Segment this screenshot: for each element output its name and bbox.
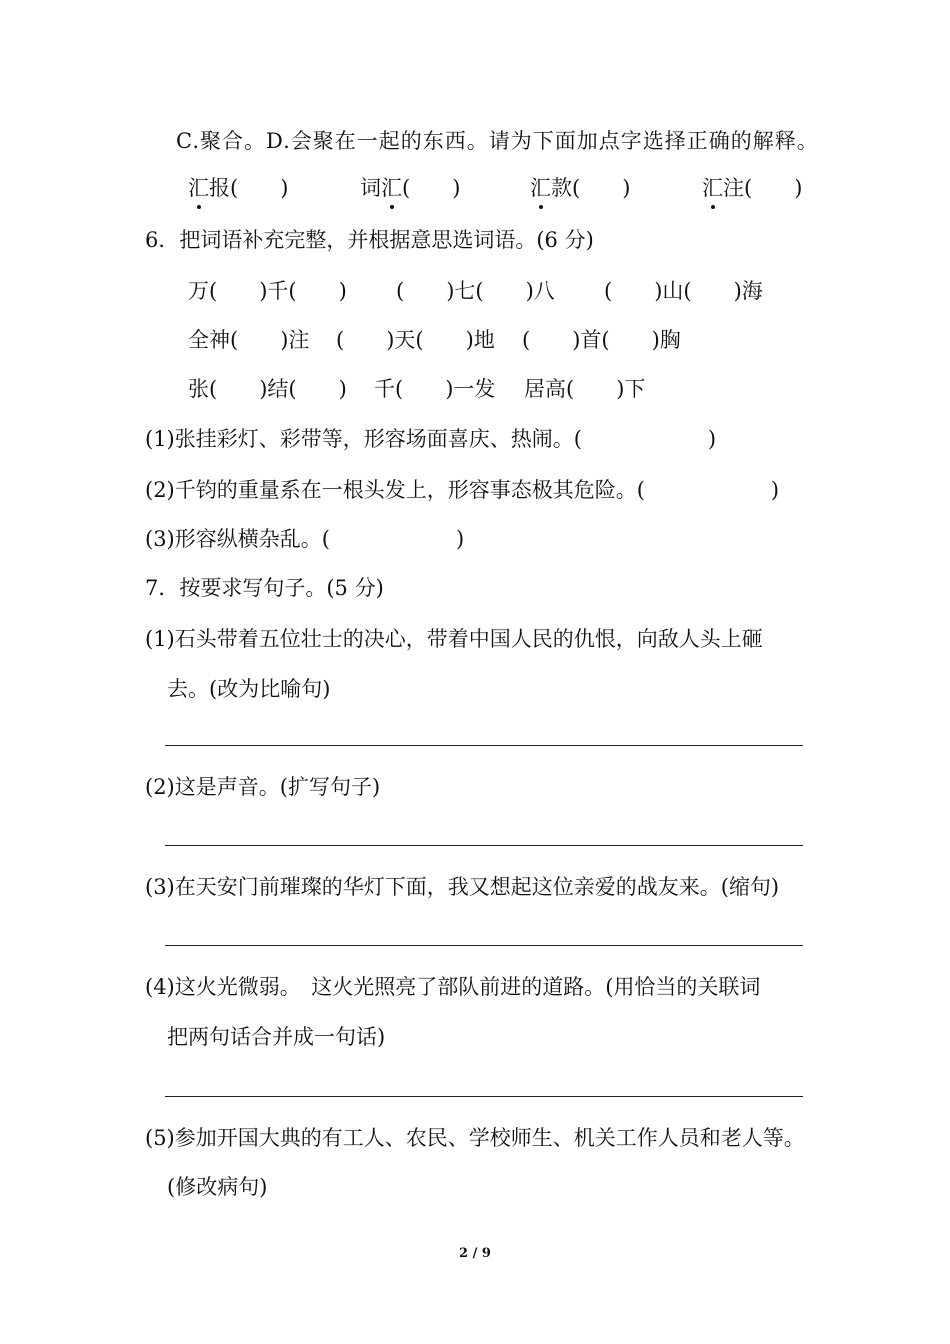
q6-word-1: 万( )千( ) bbox=[188, 279, 347, 303]
q7-title: 7．按要求写句子。(5 分) bbox=[145, 576, 384, 600]
q7-sentence-1: (1)石头带着五位壮士的决心，带着中国人民的仇恨，向敌人头上砸 bbox=[145, 627, 763, 651]
q6-word-8: 千( )一发 bbox=[374, 377, 496, 401]
q6-word-4: 全神( )注 bbox=[188, 328, 310, 352]
page-number: 2 / 9 bbox=[459, 1246, 491, 1261]
q7-sentence-2: (2)这是声音。(扩写句子) bbox=[145, 775, 381, 799]
q5-item-4: 汇注( ) bbox=[702, 173, 802, 203]
answer-line-1[interactable] bbox=[165, 745, 803, 746]
dotted-char: 汇 bbox=[530, 173, 551, 203]
q7-sentence-4: (4)这火光微弱。 这火光照亮了部队前进的道路。(用恰当的关联词 bbox=[145, 975, 761, 999]
q6-sub-3: (3)形容纵横杂乱。( ) bbox=[145, 527, 465, 551]
answer-line-4[interactable] bbox=[165, 1096, 803, 1097]
answer-line-2[interactable] bbox=[165, 845, 803, 846]
dotted-char: 汇 bbox=[702, 173, 723, 203]
q6-word-7: 张( )结( ) bbox=[188, 377, 347, 401]
q6-word-9: 居高( )下 bbox=[524, 377, 646, 401]
q6-sub-2: (2)千钧的重量系在一根头发上，形容事态极其危险。( ) bbox=[145, 478, 780, 502]
q5-options-line: C.聚合。D.会聚在一起的东西。请为下面加点字选择正确的解释。 bbox=[176, 129, 819, 153]
q6-word-3: ( )山( )海 bbox=[604, 279, 763, 303]
q7-sentence-1-cont: 去。(改为比喻句) bbox=[167, 677, 331, 701]
q5-item-3: 汇款( ) bbox=[530, 173, 630, 203]
q6-word-6: ( )首( )胸 bbox=[522, 328, 681, 352]
q6-word-5: ( )天( )地 bbox=[336, 328, 495, 352]
q7-sentence-5: (5)参加开国大典的有工人、农民、学校师生、机关工作人员和老人等。 bbox=[145, 1126, 805, 1150]
q7-sentence-4-cont: 把两句话合并成一句话) bbox=[167, 1025, 386, 1049]
q7-sentence-5-cont: (修改病句) bbox=[167, 1175, 268, 1199]
q7-sentence-3: (3)在天安门前璀璨的华灯下面，我又想起这位亲爱的战友来。(缩句) bbox=[145, 875, 780, 899]
dotted-char: 汇 bbox=[188, 173, 209, 203]
q6-title: 6．把词语补充完整，并根据意思选词语。(6 分) bbox=[145, 228, 594, 252]
q6-word-2: ( )七( )八 bbox=[396, 279, 555, 303]
answer-line-3[interactable] bbox=[165, 945, 803, 946]
q5-item-1: 汇报( ) bbox=[188, 173, 288, 203]
q5-item-2: 词汇( ) bbox=[360, 173, 460, 203]
q6-sub-1: (1)张挂彩灯、彩带等，形容场面喜庆、热闹。( ) bbox=[145, 427, 717, 451]
dotted-char: 汇 bbox=[381, 173, 402, 203]
